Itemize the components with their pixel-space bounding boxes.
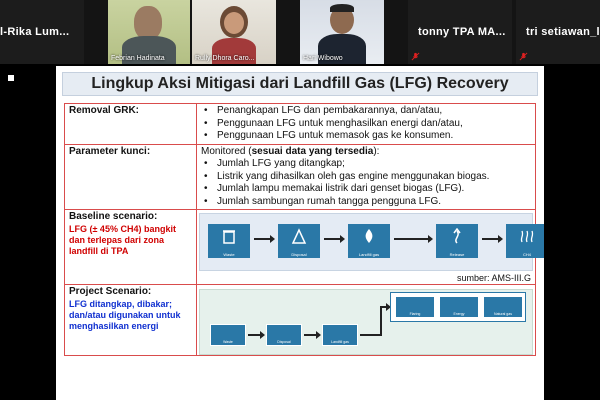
waste-box: Waste xyxy=(208,224,250,258)
mitigation-table xyxy=(64,103,536,356)
row-label: Removal GRK: xyxy=(65,104,197,145)
disposal-box: Disposal xyxy=(266,324,302,346)
mic-off-icon xyxy=(519,52,528,61)
list-item: • Penangkapan LFG dan pembakarannya, dan/atau, xyxy=(201,105,531,118)
participant-name: Hari Wibowo xyxy=(303,55,343,62)
outputs-box xyxy=(390,292,526,322)
flaring-box: Flaring xyxy=(395,296,435,318)
flame-icon xyxy=(361,228,377,244)
natural-gas-box: Natural gas xyxy=(483,296,523,318)
baseline-diagram xyxy=(199,213,533,271)
participant-tile[interactable] xyxy=(108,0,190,64)
landfill-icon xyxy=(291,228,307,244)
monitored-intro: Monitored (sesuai data yang tersedia): xyxy=(201,145,380,157)
shared-slide xyxy=(56,66,544,400)
participant-strip xyxy=(0,0,600,64)
row-label: Parameter kunci: xyxy=(65,144,197,210)
table-row xyxy=(65,210,536,285)
participant-name: Rully Dhora Caro... xyxy=(195,55,255,62)
project-diagram xyxy=(199,289,533,355)
waste-box: Waste xyxy=(210,324,246,346)
participant-tile[interactable] xyxy=(300,0,384,64)
trash-icon xyxy=(221,228,237,244)
list-item: • Jumlah sambungan rumah tangga pengguna LFG. xyxy=(201,196,531,209)
landfill-gas-box: Landfill gas xyxy=(322,324,358,346)
person-silhouette xyxy=(134,6,162,40)
participant-tile[interactable] xyxy=(192,0,276,64)
participant-name: l-Rika Lum... xyxy=(0,26,70,38)
row-label: Project Scenario: xyxy=(69,286,152,297)
participant-tile[interactable] xyxy=(408,0,512,64)
disposal-box: Disposal xyxy=(278,224,320,258)
ch4-box: CH4 xyxy=(506,224,544,258)
list-item: • Penggunaan LFG untuk memasok gas ke konsumen. xyxy=(201,130,531,143)
participant-name: tri setiawan_l xyxy=(526,26,600,38)
list-item: • Listrik yang dihasilkan oleh gas engine menggunakan biogas. xyxy=(201,171,531,184)
slide-title: Lingkup Aksi Mitigasi dari Landfill Gas (LFG) Recovery xyxy=(62,72,538,96)
participant-name: Febrian Hadinata xyxy=(111,55,165,62)
participant-tile[interactable] xyxy=(0,0,84,64)
row-label: Baseline scenario: xyxy=(69,211,158,222)
removal-list xyxy=(201,105,531,143)
table-row xyxy=(65,285,536,356)
parameter-list xyxy=(201,158,531,208)
list-item: • Jumlah lampu memakai listrik dari genset biogas (LFG). xyxy=(201,183,531,196)
table-row xyxy=(65,104,536,145)
source-caption: sumber: AMS-III.G xyxy=(456,273,531,283)
table-row xyxy=(65,144,536,210)
baseline-note: LFG (± 45% CH4) bangkit dan terlepas dari zona landfill di TPA xyxy=(69,224,176,256)
participant-name: tonny TPA MA... xyxy=(418,26,506,38)
energy-box: Energy xyxy=(439,296,479,318)
gas-waves-icon xyxy=(519,228,535,244)
list-item: • Penggunaan LFG untuk menghasilkan energi dan/atau, xyxy=(201,118,531,131)
participant-tile[interactable] xyxy=(516,0,600,64)
mic-off-icon xyxy=(411,52,420,61)
landfill-gas-box: Landfill gas xyxy=(348,224,390,258)
release-box: Release xyxy=(436,224,478,258)
share-indicator-icon[interactable] xyxy=(8,75,14,81)
release-arrow-icon xyxy=(449,228,465,244)
project-note: LFG ditangkap, dibakar; dan/atau digunakan untuk menghasilkan energi xyxy=(69,299,181,331)
list-item: • Jumlah LFG yang ditangkap; xyxy=(201,158,531,171)
